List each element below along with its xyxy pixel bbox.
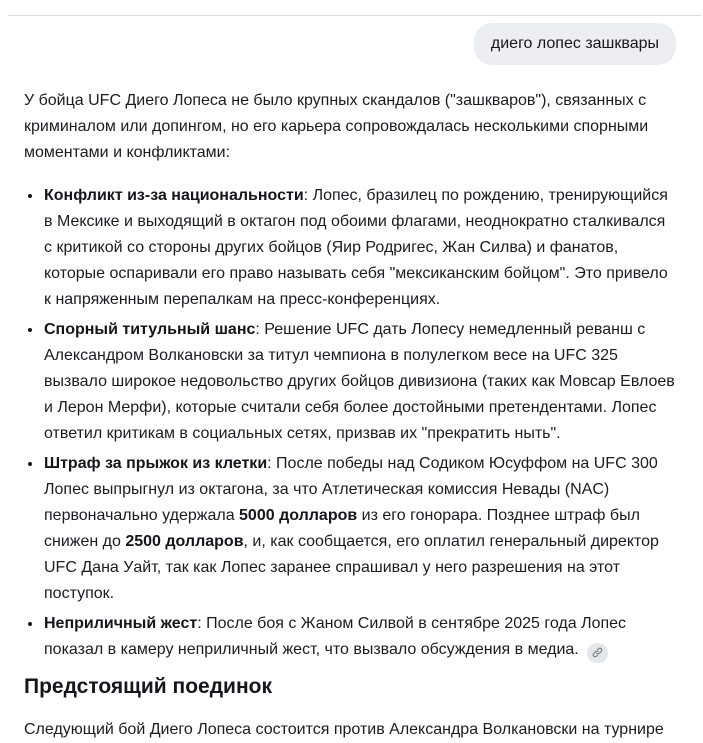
bullet-dot-icon: [28, 622, 32, 626]
citation-link[interactable]: [587, 643, 608, 663]
section-heading: Предстоящий поединок: [24, 675, 272, 698]
list-item-cage-jump-fine: [24, 451, 675, 607]
user-message-text: диего лопес зашквары: [490, 35, 659, 52]
bullet-text: , и, как сообщается, его оплатил генеральный директор UFC Дана Уайт, так как Лопес заранее спрашивал у него разрешения на этот поступок.: [44, 533, 659, 602]
bullet-text: : После боя с Жаном Силвой в сентябре 2025 года Лопес показал в камеру неприличный жест, что вызвало обсуждения в медиа.: [44, 615, 627, 658]
outro-paragraph: Следующий бой Диего Лопеса состоится против Александра Волкановски на турнире: [24, 721, 664, 738]
assistant-response: [0, 88, 703, 743]
list-item-obscene-gesture: [24, 611, 675, 663]
bullet-text: из его гонорара. Позднее штраф был снижен до: [44, 507, 640, 550]
list-item-nationality-conflict: [24, 183, 675, 313]
bullet-text: : Лопес, бразилец по рождению, тренирующийся в Мексике и выходящий в октагон под обоими флагами, неоднократно сталкивался с критикой со стороны других бойцов (Яир Родригес, Жан Силва) и фанатов, которые оспаривали его право называть себя "мексиканским бойцом". Это привело к напряженным перепалкам на пресс-конференциях.: [44, 187, 668, 308]
bullet-dot-icon: [28, 462, 32, 466]
bullet-dot-icon: [28, 328, 32, 332]
user-message-bubble: [474, 23, 676, 65]
bullet-title: Спорный титульный шанс: [44, 321, 256, 338]
top-divider: [8, 15, 701, 16]
bullet-bold-amount: 2500 долларов: [125, 533, 244, 550]
user-message-row: [0, 23, 703, 65]
bullet-bold-amount: 5000 долларов: [239, 507, 358, 524]
bullet-dot-icon: [28, 194, 32, 198]
intro-paragraph: У бойца UFC Диего Лопеса не было крупных скандалов ("зашкваров"), связанных с криминалом или допингом, но его карьера сопровождалась несколькими спорными моментами и конфликтами:: [24, 92, 649, 161]
bullet-title: Неприличный жест: [44, 615, 198, 632]
bullet-title: Конфликт из-за национальности: [44, 187, 304, 204]
bullet-title: Штраф за прыжок из клетки: [44, 455, 268, 472]
bullet-text: : После победы над Содиком Юсуффом на UFC 300 Лопес выпрыгнул из октагона, за что Атлетическая комиссия Невады (NAC) первоначально удержала: [44, 455, 658, 524]
bullet-text: : Решение UFC дать Лопесу немедленный реванш с Александром Волкановски за титул чемпиона в полулегком весе на UFC 325 вызвало широкое недовольство других бойцов дивизиона (таких как Мовсар Евлоев и Лерон Мерфи), которые считали себя более достойными претендентами. Лопес ответил критикам в социальных сетях, призвав их "прекратить ныть".: [44, 321, 675, 442]
chat-page: [0, 15, 703, 742]
link-icon: [592, 647, 603, 658]
list-item-title-shot: [24, 317, 675, 447]
bullet-list: [24, 183, 675, 663]
